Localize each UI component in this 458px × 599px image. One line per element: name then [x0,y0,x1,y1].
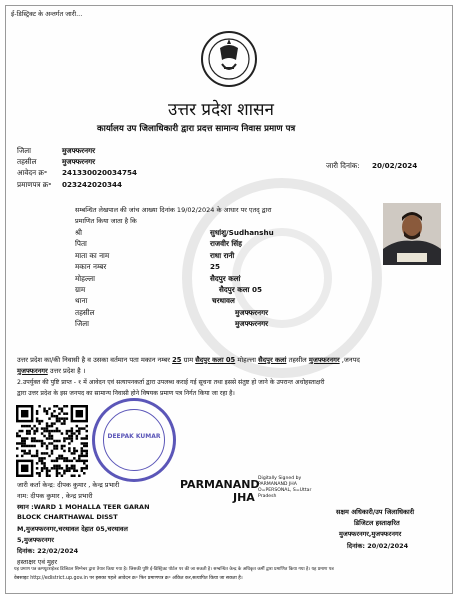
detail-label: मकान नम्बर [75,262,107,272]
issuer-line-2: नाम: दीपक कुमार , केन्द्र प्रभारी [17,492,93,500]
detail-value: सुधांशु/Sudhanshu [210,228,274,237]
govt-title: उत्तर प्रदेश शासन [168,100,274,120]
up-govt-emblem-icon [200,30,258,88]
intro-line-2: प्रमाणित किया जाता है कि [75,217,137,225]
detail-label: तहसील [75,307,95,317]
detail-label: माता का नाम [75,250,110,260]
detail-label: ग्राम [75,285,86,294]
detail-value: चरथावल [212,296,235,306]
application-label: आवेदन क्र॰ [17,168,48,177]
certificate-value: 023242020344 [62,180,123,189]
issuer-line-5: M,मुजफ्फरनगर,चरथावल देहात 05,चरथावल [17,525,128,533]
application-value: 241330020034754 [62,168,138,177]
detail-value: मुजफ्फरनगर [235,319,269,329]
stamp-text: DEEPAK KUMAR [107,433,161,440]
detail-value: सैदपुर कला 05 [219,285,262,294]
top-note: ई-डिस्ट्रिक्ट के अन्तर्गत जारी... [11,10,83,18]
issue-date-value: 20/02/2024 [372,161,418,170]
issuer-line-7: दिनांक: 22/02/2024 [17,547,79,555]
detail-label: पिता [75,239,87,249]
detail-value: सैदपुर कलां [210,273,241,283]
intro-line-1: सम्बन्धित लेखपाल की जांच आख्या दिनांक 19/02/2024 के आधार पर एतद् द्वारा [75,206,272,214]
authority-line-1: सक्षम अधिकारी/उप जिलाधिकारी [336,508,415,516]
issuer-line-3: स्थान :WARD 1 MOHALLA TEER GARAN [17,503,150,511]
district-value: मुजफ्फरनगर [62,146,96,155]
footer-line-2: वेबसाइट http://edistrict.up.gov.in पर इसका पहले आवेदन क्र॰ फिर प्रमाणपत्र क्र॰ अंकित कर,सत्यापित किया जा सकता है। [14,576,243,581]
issuer-line-8: हस्ताक्षर एवं मुहर [17,558,58,566]
statement-line-2: मुजफ्फरनगर उत्तर प्रदेश है । [17,367,86,375]
signature-note-3: O=PERSONAL, S=Uttar [258,488,312,493]
signature-note-2: PARMANAND JHA [258,482,297,487]
detail-label: श्री [75,228,82,237]
issuer-line-6: 5,मुजफ्फरनगर [17,536,54,544]
issue-date-label: जारी दिनांक: [326,161,360,170]
authority-line-4: दिनांक: 20/02/2024 [347,542,409,550]
applicant-photo [383,203,441,265]
detail-label: थाना [75,296,88,306]
certificate-label: प्रमाणपत्र क्र॰ [17,180,52,189]
detail-label: जिला [75,319,89,329]
statement-line-3: 2.उपर्युक्त की पुष्टि प्राप्त - १ में आवेदन एवं सत्यापनकर्ता द्वारा उपलब्ध कराई गई सूचना तथा इससे संतुष्ट हो जाने के उपरान्त अधोहस्ताक्षरी [17,379,325,386]
detail-label: मोहल्ला [75,273,95,283]
detail-value: राधा रानी [210,250,235,260]
issuer-line-4: BLOCK CHARTHAWAL DISST [17,513,118,521]
signer-name-1: PARMANAND [180,478,260,491]
signature-note-4: Pradesh [258,494,277,499]
detail-value: राजवीर सिंह [210,239,242,249]
qr-code-icon [16,405,88,477]
statement-line-1: उत्तर प्रदेश का/की निवासी है व उसका वर्तमान पता मकान नम्बर 25 ग्राम सैदपुर कला 05 मोहल्ला सैदपुर कलां तहसील मुजफ्फरनगर ,जनपद [17,356,360,364]
tehsil-label: तहसील [17,157,37,166]
district-label: जिला [17,146,31,155]
tehsil-value: मुजफ्फरनगर [62,157,96,166]
official-stamp [92,398,176,482]
signature-note-1: Digitally Signed by [258,476,302,481]
authority-line-3: मुजफ्फरनगर,मुजफ्फरनगर [339,530,402,538]
detail-value: मुजफ्फरनगर [235,307,269,317]
statement-line-4: द्वारा उत्तर प्रदेश के इस जनपद का सामान्य निवासी होने विषयक प्रमाण पत्र निर्गत किया जा रहा है। [17,390,235,397]
footer-line-1: यह प्रमाण पत्र कम्प्यूटराईज्ड डिजिटल सिग्नेचर द्वारा तैयार किया गया है। जिसकी पुष्टि ई-डिस्ट्रिक्ट पोर्टल पर की जा सकती है। सम्बन्धित केन्द्र के अधिकृत कर्मी द्वारा प्रमाणित किया गया है। यह प्रमाण पत्र [14,567,334,572]
authority-line-2: डिजिटल हस्ताक्षरित [354,519,400,527]
office-title: कार्यालय उप जिलाधिकारी द्वारा प्रदत्त सामान्य निवास प्रमाण पत्र [97,124,296,134]
issuer-line-1: जारी कर्ता केन्द्र: दीपक कुमार , केन्द्र प्रभारी [17,481,120,489]
signer-name-2: JHA [233,491,255,504]
detail-value: 25 [210,262,221,272]
